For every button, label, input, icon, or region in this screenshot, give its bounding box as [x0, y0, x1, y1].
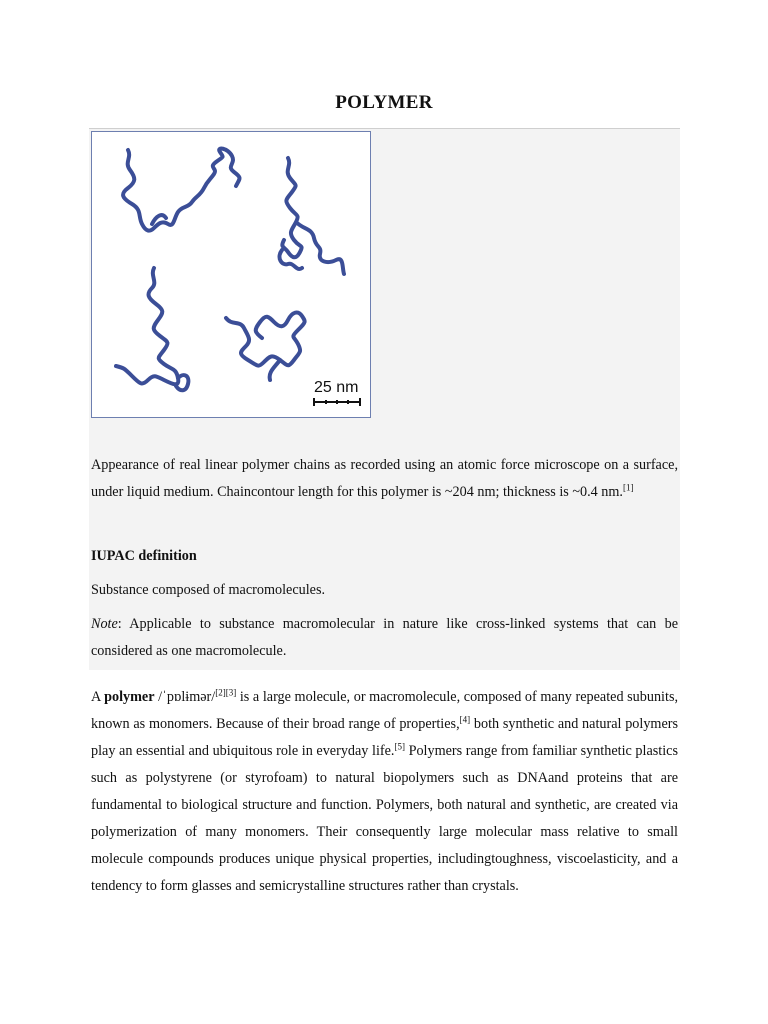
body-paragraph	[91, 684, 678, 900]
caption-text: Appearance of real linear polymer chains as recorded using an atomic force microscope on a surface, under liquid medium. Chaincontour length for this polymer is ~204 nm; thickness is ~0.4 nm.	[91, 457, 678, 500]
pronunciation: /ˈpɒlɨmər/	[154, 689, 216, 705]
scale-bar-label: 25 nm	[314, 379, 359, 396]
figure-caption	[91, 452, 678, 506]
iupac-heading: IUPAC definition	[91, 548, 197, 564]
body-text-1: is a large molecule, or macromolecule, composed of many repeated subunits, known as monomers. Because of their broad range of properties,	[91, 689, 679, 732]
term-polymer: polymer	[104, 689, 155, 705]
note-label: Note	[91, 616, 118, 632]
note-text: : Applicable to substance macromolecular in nature like cross-linked systems that can be considered as one macromolecule.	[91, 616, 678, 659]
ref-5[interactable]: [5]	[394, 741, 405, 752]
ref-2-3[interactable]: [2][3]	[215, 687, 237, 698]
ref-4[interactable]: [4]	[459, 714, 471, 725]
iupac-definition: Substance composed of macromolecules.	[91, 582, 326, 598]
iupac-note	[91, 611, 678, 665]
caption-ref[interactable]: [1]	[622, 482, 634, 493]
polymer-chains-image	[92, 132, 370, 417]
body-text-2: both synthetic and natural polymers play an essential and ubiquitous role in everyday life.	[91, 716, 678, 759]
body-text-3: Polymers range from familiar synthetic plastics such as polystyrene (or styrofoam) to natural biopolymers such as DNAand proteins that are fundamental to biological structure and function. Polymers, both natural and synthetic, are created via polymerization of many monomers. Their consequently large molecular mass relative to small molecule compounds produces unique physical properties, includingtoughness, viscoelasticity, and a tendency to form glasses and semicrystalline structures rather than crystals.	[91, 743, 678, 894]
lead-text: A	[91, 689, 105, 705]
page-title: POLYMER	[335, 92, 433, 113]
afm-figure	[91, 131, 371, 418]
